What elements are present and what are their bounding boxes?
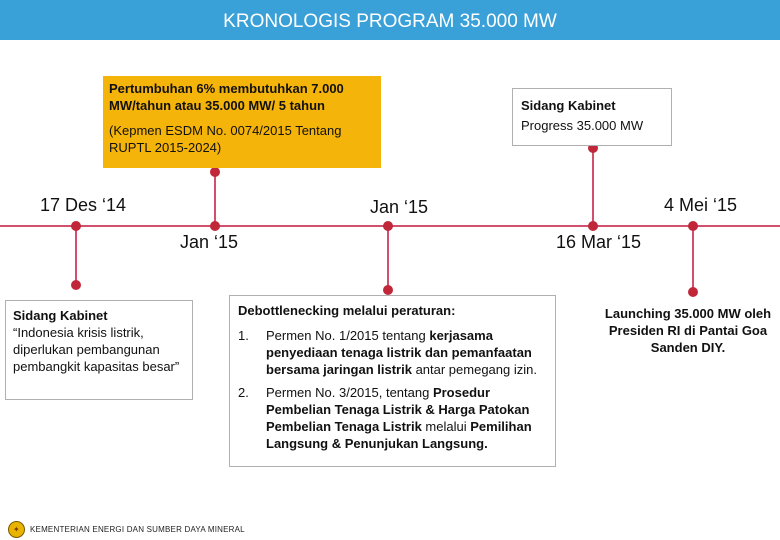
cabinet-progress-text: Progress 35.000 MW xyxy=(521,118,644,133)
date-jan-15-bottom: Jan ‘15 xyxy=(180,232,239,252)
node-cabinet-crisis-bottom xyxy=(71,280,81,290)
decree-bold-text-end: Pemilihan Langsung & Penunjukan Langsung. xyxy=(266,419,532,451)
cabinet-progress-heading: Sidang Kabinet xyxy=(521,98,616,113)
node-4-mei-15 xyxy=(688,221,698,231)
node-jan-15-b xyxy=(383,221,393,231)
decree-bold-text: kerjasama penyediaan tenaga listrik dan pemanfaatan bersama jaringan listrik xyxy=(266,328,532,377)
node-debottleneck-bottom xyxy=(383,285,393,295)
footer-text: KEMENTERIAN ENERGI DAN SUMBER DAYA MINERAL xyxy=(30,524,245,534)
ministry-logo-icon: ✦ xyxy=(8,521,25,538)
decree-number: 1. xyxy=(238,328,249,343)
footer xyxy=(8,520,245,538)
decree-item xyxy=(238,384,547,452)
launching-text: Launching 35.000 MW oleh Presiden RI di Pantai Goa Sanden DIY. xyxy=(604,306,772,355)
decree-item xyxy=(238,327,547,378)
node-16-mar-15 xyxy=(588,221,598,231)
decree-text: Permen No. 1/2015 tentang xyxy=(266,328,430,343)
cabinet-crisis-heading: Sidang Kabinet xyxy=(13,308,108,323)
page-title: KRONOLOGIS PROGRAM 35.000 MW xyxy=(0,0,780,40)
decree-bold-text: Prosedur Pembelian Tenaga Listrik & Harga Patokan Pembelian Tenaga Listrik xyxy=(266,385,530,434)
node-jan-15-a xyxy=(210,221,220,231)
decree-text-end: antar pemegang izin. xyxy=(411,362,537,377)
decree-list xyxy=(238,327,547,452)
growth-box xyxy=(103,76,381,168)
cabinet-crisis-box xyxy=(5,300,193,400)
node-launching-bottom xyxy=(688,287,698,297)
date-4-mei-15: 4 Mei ‘15 xyxy=(664,195,738,215)
growth-heading: Pertumbuhan 6% membutuhkan 7.000 MW/tahun atau 35.000 MW/ 5 tahun xyxy=(109,81,344,113)
decree-number: 2. xyxy=(238,385,249,400)
node-17-des-14 xyxy=(71,221,81,231)
date-17-des-14: 17 Des ‘14 xyxy=(40,195,127,215)
debottleneck-box xyxy=(229,295,556,467)
decree-text: Permen No. 3/2015, tentang xyxy=(266,385,433,400)
decree-text-mid: melalui xyxy=(421,419,471,434)
date-jan-15-top: Jan ‘15 xyxy=(370,197,429,217)
cabinet-progress-box xyxy=(512,88,672,146)
debottleneck-heading: Debottlenecking melalui peraturan: xyxy=(238,303,456,318)
node-growth-top xyxy=(210,167,220,177)
cabinet-crisis-text: “Indonesia krisis listrik, diperlukan pembangunan pembangkit kapasitas besar” xyxy=(13,325,180,374)
growth-note: (Kepmen ESDM No. 0074/2015 Tentang RUPTL 2015-2024) xyxy=(109,123,342,155)
date-16-mar-15: 16 Mar ‘15 xyxy=(556,232,642,252)
